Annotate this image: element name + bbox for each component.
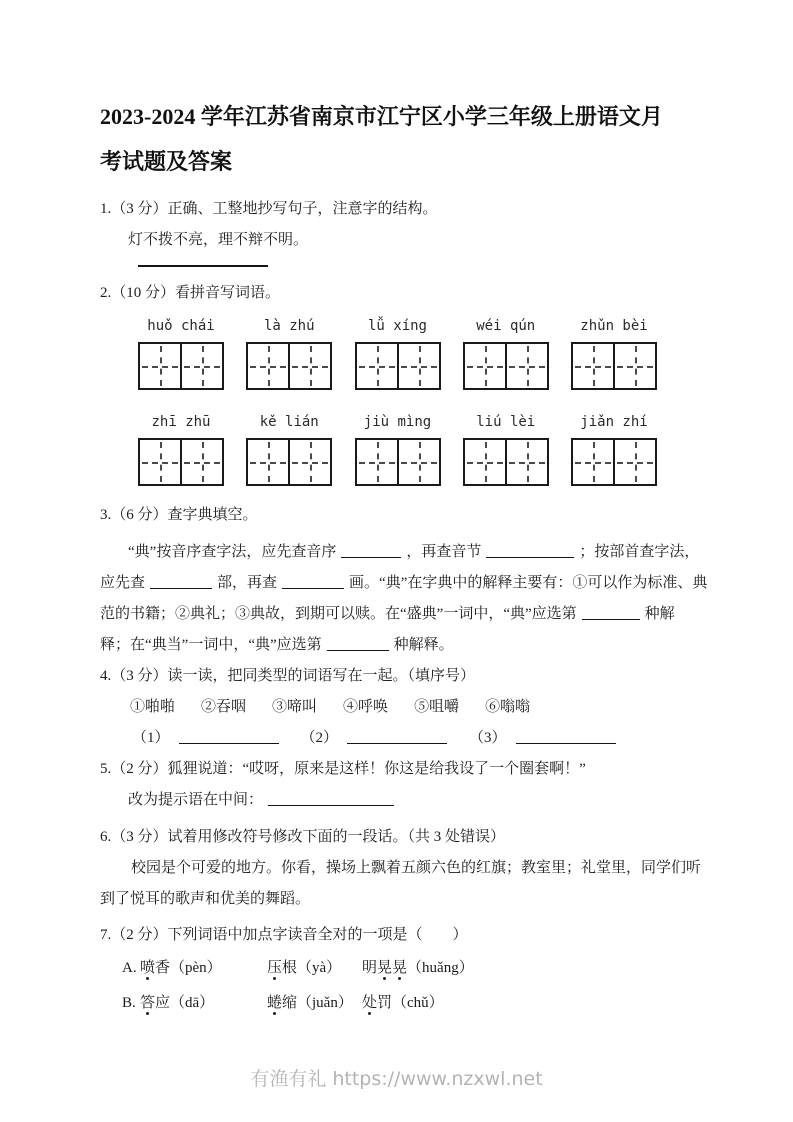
choice-row [100,986,697,1021]
question-4-header: 4.（3 分）读一读，把同类型的词语写在一起。（填序号） [100,668,476,684]
answer-slots-row [100,723,697,754]
question-1-header: 1.（3 分）正确、工整地抄写句子，注意字的结构。 [100,201,438,217]
watermark-footer: 有渔有礼 https://www.nzxwl.net [250,1068,543,1090]
choice-item [362,951,474,986]
character-run: 明 [362,960,378,976]
pinyin-writing-column [355,412,441,486]
text-run: ；按部首查字法， [579,544,700,560]
pinyin-writing-column [246,316,332,390]
tianzige-cell [465,344,505,388]
question-5-section [100,754,697,816]
question-7-header: 7.（2 分）下列词语中加点字读音全对的一项是（ ） [100,927,468,943]
tianzige-writing-grid[interactable] [463,342,549,390]
dotted-character: 晃 [377,960,393,976]
question-6-section [100,822,702,915]
rewrite-line [100,785,697,816]
choice-item [267,986,362,1021]
tianzige-cell [505,440,547,484]
fill-in-blank[interactable] [486,543,574,558]
text-run: 释；在“典当”一词中，“典”应选第 [100,637,322,653]
pinyin-label: wéi qún [476,318,536,334]
answer-slot-label: （2） [300,730,339,746]
pinyin-writing-row [138,316,657,390]
page-content [100,94,708,1021]
pinyin-writing-column [571,412,657,486]
pinyin-writing-column [463,316,549,390]
character-run: （huǎng） [407,960,474,976]
character-run: 缩（juǎn） [282,995,353,1011]
fill-in-blank[interactable] [341,543,401,558]
tianzige-writing-grid[interactable] [355,342,441,390]
numbered-word: ④呼唤 [343,699,389,715]
numbered-word: ⑤咀嚼 [414,699,460,715]
q3-text-line [100,630,697,661]
question-3-section [100,500,708,661]
dotted-character: 答 [140,995,156,1011]
fill-in-blank[interactable] [282,574,344,589]
character-run: 罚（chǔ） [377,995,444,1011]
title-line-2: 考试题及答案 [100,149,233,174]
numbered-word: ①啪啪 [130,699,176,715]
tianzige-writing-grid[interactable] [138,438,224,486]
dotted-character: 处 [362,995,378,1011]
choice-row [100,951,697,986]
title-line-1: 2023-2024 学年江苏省南京市江宁区小学三年级上册语文月 [100,104,663,129]
tianzige-cell [288,344,330,388]
pinyin-writing-column [463,412,549,486]
pinyin-label: huǒ chái [147,318,215,334]
rewrite-prompt: 改为提示语在中间： [128,792,264,808]
fill-in-blank[interactable] [150,574,212,589]
paragraph-line-2: 到了悦耳的歌声和优美的舞蹈。 [100,891,311,907]
answer-slot-label: （1） [132,730,170,746]
character-run: 应（dā） [155,995,215,1011]
tianzige-writing-grid[interactable] [138,342,224,390]
pinyin-writing-column [246,412,332,486]
tianzige-writing-grid[interactable] [463,438,549,486]
question-3-body [100,537,708,661]
tianzige-cell [613,344,655,388]
pinyin-writing-column [355,316,441,390]
dotted-character: 压 [267,960,283,976]
text-run: 画。“典”在字典中的解释主要有：①可以作为标准、典 [349,575,708,591]
choice-label: B. [122,995,136,1011]
answer-writing-line[interactable] [138,265,268,267]
text-run: 部，再查 [217,575,278,591]
answer-slot-label: （3） [469,730,507,746]
text-run: 范的书籍；②典礼；③典故，到期可以赎。在“盛典”一词中，“典”应选第 [100,606,577,622]
choice-item [140,986,267,1021]
dotted-character: 蜷 [267,995,283,1011]
pinyin-writing-column [571,316,657,390]
paragraph-line-1: 校园是个可爱的地方。你看，操场上飘着五颜六色的红旗；教室里；礼堂里，同学们听 [131,860,702,876]
question-2-section [100,278,697,486]
tianzige-cell [140,440,180,484]
fill-in-blank[interactable] [582,605,640,620]
tianzige-cell [248,440,288,484]
pinyin-writing-row [138,412,657,486]
choice-item [140,951,267,986]
question-3-header: 3.（6 分）查字典填空。 [100,507,258,523]
tianzige-writing-grid[interactable] [246,342,332,390]
q3-text-line [100,568,708,599]
word-bank-row [100,692,697,723]
fill-in-blank[interactable] [347,729,447,744]
pinyin-writing-grid-block [100,316,697,486]
question-6-header: 6.（3 分）试着用修改符号修改下面的一段话。（共 3 处错误） [100,829,506,845]
text-run: 应先查 [100,575,146,591]
tianzige-writing-grid[interactable] [355,438,441,486]
numbered-word: ③啼叫 [272,699,318,715]
fill-in-blank[interactable] [327,636,389,651]
tianzige-cell [397,440,439,484]
character-run: 香（pèn） [155,960,222,976]
tianzige-cell [180,440,222,484]
text-run: 种解 [644,606,675,622]
text-run: “典”按音序查字法，应先查音序 [128,544,337,560]
numbered-word: ⑥嗡嗡 [485,699,531,715]
dotted-character: 晃 [392,960,408,976]
pinyin-label: zhī zhū [151,414,211,430]
question-7-section [100,920,697,1021]
pinyin-label: jiù mìng [363,414,432,430]
tianzige-cell [505,344,547,388]
pinyin-writing-column [138,316,224,390]
text-run: 种解释。 [393,637,454,653]
tianzige-cell [357,440,397,484]
question-1-section [100,194,697,267]
pinyin-label: zhǔn bèi [580,318,648,334]
tianzige-cell [357,344,397,388]
pinyin-writing-column [138,412,224,486]
tianzige-cell [613,440,655,484]
pinyin-label: là zhú [263,318,315,334]
document-title [100,94,697,184]
choice-label: A. [122,960,137,976]
pinyin-label: lǚ xíng [367,318,427,334]
question-4-section [100,661,697,754]
fill-in-blank[interactable] [179,729,279,744]
pinyin-label: jiǎn zhí [580,414,648,430]
pinyin-label: kě lián [259,414,319,430]
tianzige-cell [397,344,439,388]
fill-in-blank[interactable] [268,791,394,806]
copy-sentence: 灯不拨不亮，理不辩不明。 [128,232,309,248]
tianzige-cell [573,344,613,388]
pinyin-label: liú lèi [476,414,536,430]
tianzige-cell [180,344,222,388]
tianzige-cell [248,344,288,388]
choice-item [362,986,444,1021]
q3-text-line [100,537,700,568]
tianzige-writing-grid[interactable] [571,438,657,486]
character-run: 根（yà） [282,960,342,976]
tianzige-writing-grid[interactable] [571,342,657,390]
choice-item [267,951,362,986]
tianzige-cell [140,344,180,388]
choice-list [100,951,697,1021]
numbered-word: ②吞咽 [201,699,247,715]
q3-text-line [100,599,697,630]
question-2-header: 2.（10 分）看拼音写词语。 [100,285,281,301]
text-run: ，再查音节 [406,544,482,560]
tianzige-cell [465,440,505,484]
tianzige-cell [573,440,613,484]
tianzige-cell [288,440,330,484]
fill-in-blank[interactable] [516,729,616,744]
dotted-character: 喷 [140,960,156,976]
tianzige-writing-grid[interactable] [246,438,332,486]
question-5-header: 5.（2 分）狐狸说道：“哎呀，原来是这样！你这是给我设了一个圈套啊！” [100,761,586,777]
